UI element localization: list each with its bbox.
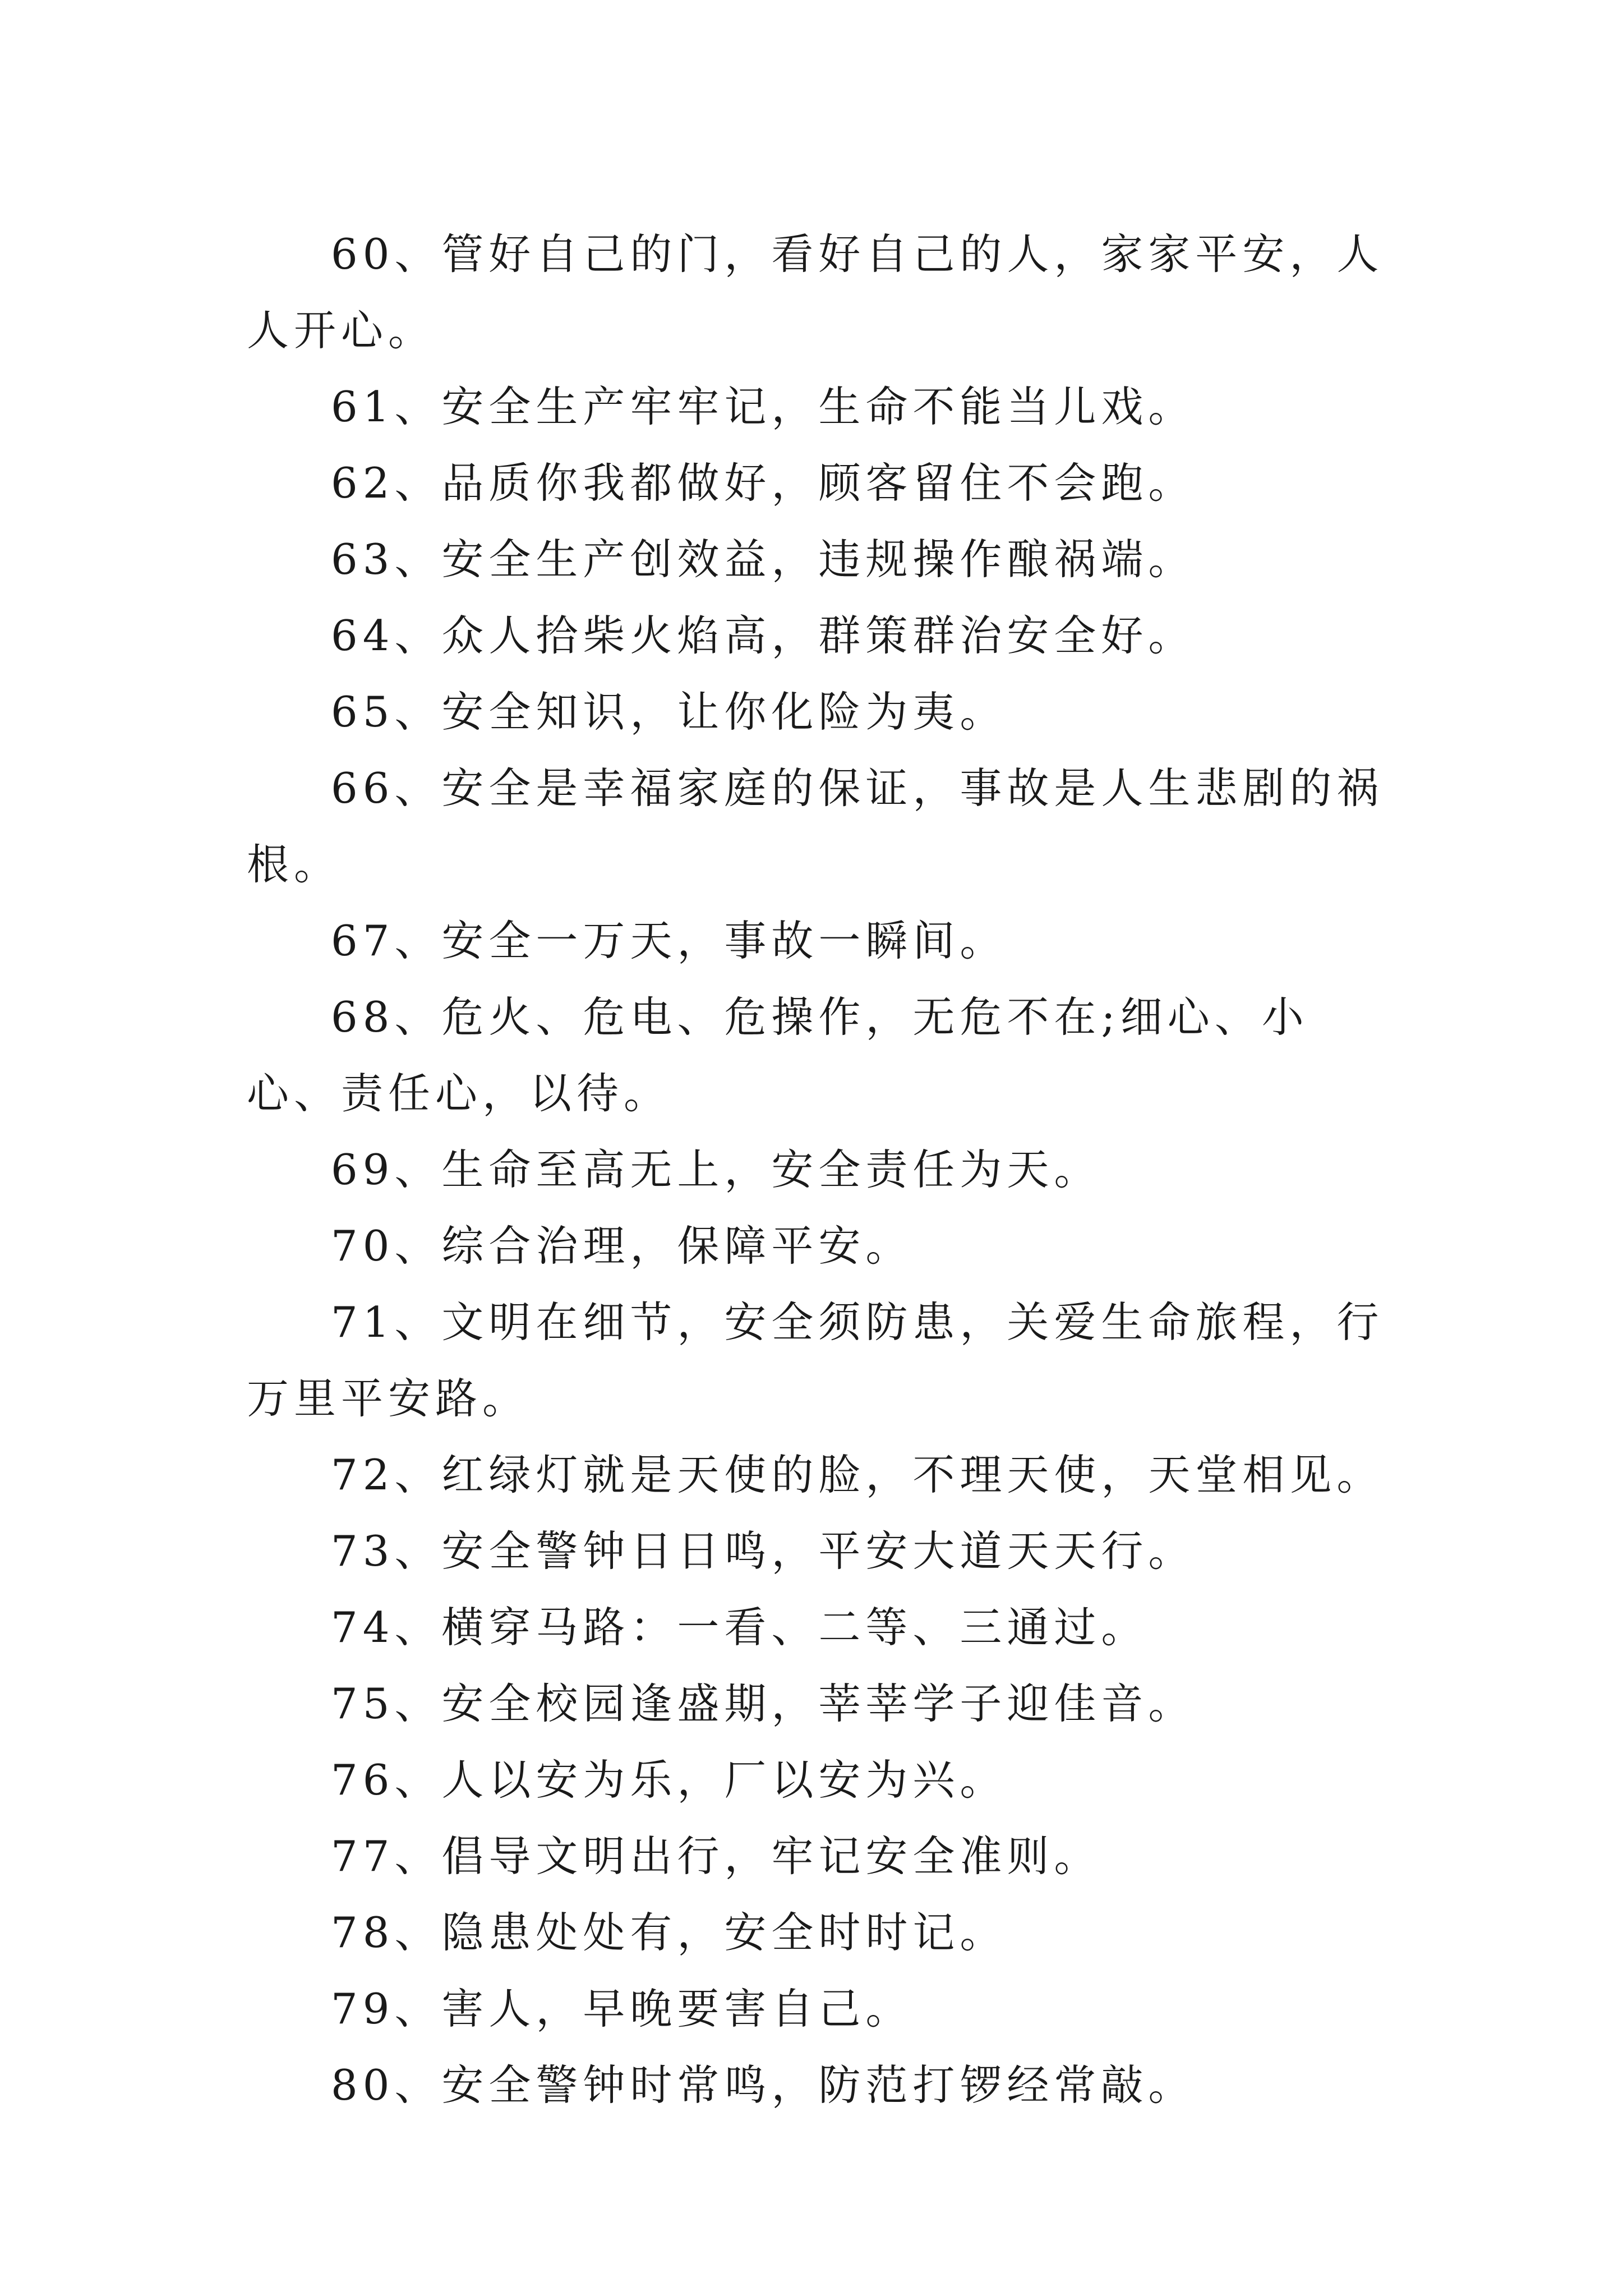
- slogan-paragraph: 72、红绿灯就是天使的脸，不理天使，天堂相见。: [331, 1450, 1384, 1499]
- slogan-paragraph: 79、害人，早晚要害自己。: [331, 1984, 913, 2033]
- slogan-paragraph: 62、品质你我都做好，顾客留住不会跑。: [331, 458, 1196, 508]
- slogan-paragraph: 63、安全生产创效益，违规操作酿祸端。: [331, 535, 1196, 584]
- slogan-paragraph: 69、生命至高无上，安全责任为天。: [331, 1145, 1101, 1194]
- slogan-paragraph: 77、倡导文明出行，牢记安全准则。: [331, 1832, 1101, 1881]
- slogan-paragraph: 78、隐患处处有，安全时时记。: [331, 1908, 1007, 1957]
- slogan-paragraph: 67、安全一万天，事故一瞬间。: [331, 916, 1007, 965]
- slogan-paragraph: 71、文明在细节，安全须防患，关爱生命旅程，行万里平安路。: [247, 1297, 1384, 1423]
- document-body: [247, 216, 1402, 2123]
- slogan-paragraph: 68、危火、危电、危操作，无危不在;细心、小心、责任心，以待。: [247, 992, 1309, 1118]
- slogan-paragraph: 66、安全是幸福家庭的保证，事故是人生悲剧的祸根。: [247, 763, 1384, 889]
- slogan-paragraph: 74、横穿马路：一看、二等、三通过。: [331, 1603, 1149, 1652]
- slogan-paragraph: 61、安全生产牢牢记，生命不能当儿戏。: [331, 382, 1196, 431]
- slogan-paragraph: 75、安全校园逢盛期，莘莘学子迎佳音。: [331, 1679, 1196, 1728]
- slogan-paragraph: 76、人以安为乐，厂以安为兴。: [331, 1755, 1007, 1805]
- slogan-paragraph: 65、安全知识，让你化险为夷。: [331, 687, 1007, 737]
- slogan-paragraph: 60、管好自己的门，看好自己的人，家家平安，人人开心。: [247, 229, 1384, 355]
- slogan-paragraph: 64、众人拾柴火焰高，群策群治安全好。: [331, 611, 1196, 660]
- slogan-paragraph: 70、综合治理，保障平安。: [331, 1221, 913, 1271]
- slogan-paragraph: 73、安全警钟日日鸣，平安大道天天行。: [331, 1526, 1196, 1576]
- slogan-paragraph: 80、安全警钟时常鸣，防范打锣经常敲。: [331, 2060, 1196, 2110]
